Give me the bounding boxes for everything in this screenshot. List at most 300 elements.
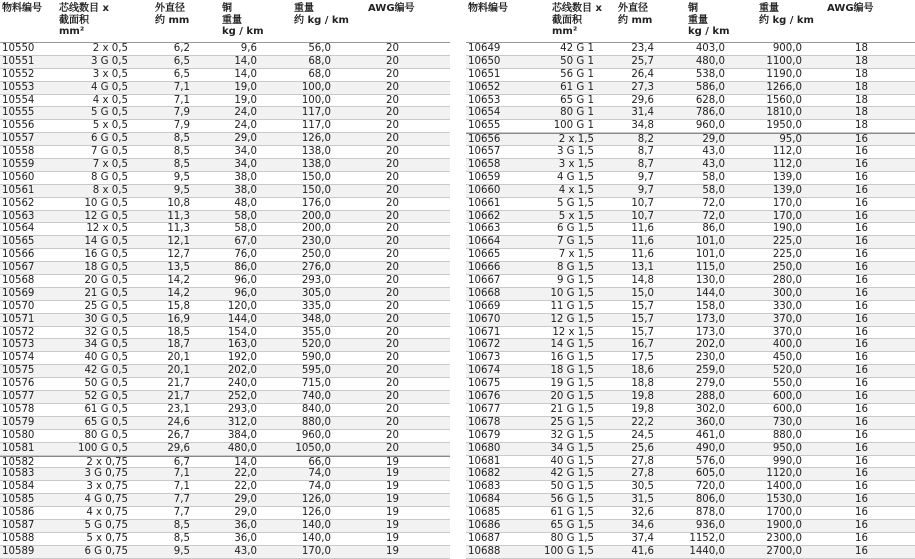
cell-id: 10551 [2, 55, 35, 67]
cell-conductors: 61 G 1,5 [550, 507, 594, 519]
cell-awg: 18 [855, 107, 868, 119]
cell-copper-weight: 29,0 [234, 494, 257, 506]
cell-copper-weight: 120,0 [227, 300, 257, 312]
cell-weight: 715,0 [301, 378, 331, 390]
cell-id: 10661 [468, 197, 501, 209]
cell-conductors: 14 G 0,5 [84, 236, 128, 248]
cell-weight: 2300,0 [766, 532, 802, 544]
cell-weight: 1530,0 [766, 494, 802, 506]
cell-id: 10669 [468, 300, 501, 312]
table-row [466, 301, 915, 314]
cell-outer-diameter: 14,8 [631, 275, 654, 287]
cell-awg: 16 [855, 507, 868, 519]
cell-id: 10556 [2, 120, 35, 132]
cell-copper-weight: 14,0 [234, 456, 257, 468]
cell-outer-diameter: 11,6 [631, 236, 654, 248]
cell-id: 10555 [2, 107, 35, 119]
table-row [466, 417, 915, 430]
cell-id: 10581 [2, 442, 35, 454]
cell-awg: 20 [386, 81, 399, 93]
cell-id: 10649 [468, 43, 501, 54]
cell-weight: 305,0 [301, 287, 331, 299]
cell-awg: 20 [386, 223, 399, 235]
cell-weight: 330,0 [772, 300, 802, 312]
cell-conductors: 4 x 1,5 [558, 184, 594, 196]
cell-conductors: 42 G 1 [560, 43, 594, 54]
cell-weight: 1190,0 [766, 68, 802, 80]
table-row [466, 262, 915, 275]
cell-copper-weight: 43,0 [702, 146, 725, 158]
cell-conductors: 61 G 0,5 [84, 403, 128, 415]
cell-conductors: 25 G 1,5 [550, 416, 594, 428]
cell-copper-weight: 490,0 [695, 442, 725, 454]
cell-awg: 20 [386, 339, 399, 351]
table-row [0, 56, 450, 69]
cell-weight: 335,0 [301, 300, 331, 312]
cell-weight: 140,0 [301, 532, 331, 544]
cell-weight: 68,0 [308, 68, 331, 80]
cell-copper-weight: 279,0 [695, 378, 725, 390]
cell-id: 10565 [2, 236, 35, 248]
cell-awg: 20 [386, 326, 399, 338]
cell-weight: 225,0 [772, 249, 802, 261]
cell-copper-weight: 480,0 [695, 55, 725, 67]
header-conductors: 芯线数目 x 截面积 mm² [59, 3, 109, 37]
cell-awg: 16 [855, 519, 868, 531]
cell-conductors: 7 x 0,5 [92, 159, 128, 171]
table-row [466, 339, 915, 352]
cell-awg: 16 [855, 287, 868, 299]
cell-id: 10668 [468, 287, 501, 299]
cell-awg: 20 [386, 275, 399, 287]
cell-conductors: 30 G 0,5 [84, 313, 128, 325]
cell-outer-diameter: 7,1 [173, 94, 190, 106]
cell-outer-diameter: 9,5 [173, 545, 190, 557]
cell-weight: 595,0 [301, 365, 331, 377]
cell-awg: 16 [855, 197, 868, 209]
cell-conductors: 10 G 1,5 [550, 287, 594, 299]
cell-id: 10686 [468, 519, 501, 531]
cell-conductors: 18 G 1,5 [550, 365, 594, 377]
cell-outer-diameter: 11,3 [167, 223, 190, 235]
cell-id: 10656 [468, 134, 501, 146]
cell-outer-diameter: 41,6 [631, 545, 654, 557]
cell-outer-diameter: 16,7 [631, 339, 654, 351]
cell-weight: 370,0 [772, 313, 802, 325]
cell-outer-diameter: 24,5 [631, 429, 654, 441]
cell-id: 10676 [468, 391, 501, 403]
cell-awg: 16 [855, 391, 868, 403]
cell-id: 10585 [2, 494, 35, 506]
cell-outer-diameter: 15,8 [167, 300, 190, 312]
cell-weight: 348,0 [301, 313, 331, 325]
cell-copper-weight: 461,0 [695, 429, 725, 441]
cell-awg: 19 [386, 532, 399, 544]
cell-outer-diameter: 29,6 [167, 442, 190, 454]
cell-weight: 66,0 [308, 456, 331, 468]
cell-outer-diameter: 6,5 [173, 55, 190, 67]
cell-weight: 250,0 [772, 262, 802, 274]
table-row [0, 494, 450, 507]
cell-conductors: 2 x 0,5 [92, 43, 128, 54]
cell-outer-diameter: 6,5 [173, 68, 190, 80]
table-row [466, 56, 915, 69]
table-row [0, 172, 450, 185]
cell-conductors: 14 G 1,5 [550, 339, 594, 351]
table-row [466, 533, 915, 546]
cell-copper-weight: 605,0 [695, 468, 725, 480]
table-row [466, 520, 915, 533]
cell-outer-diameter: 32,6 [631, 507, 654, 519]
cell-id: 10557 [2, 133, 35, 145]
cell-awg: 20 [386, 262, 399, 274]
table-row [466, 404, 915, 417]
cell-awg: 20 [386, 403, 399, 415]
cell-id: 10577 [2, 391, 35, 403]
cell-weight: 95,0 [779, 134, 802, 146]
cell-awg: 16 [855, 223, 868, 235]
table-body [0, 42, 450, 559]
cell-copper-weight: 36,0 [234, 532, 257, 544]
cell-conductors: 20 G 1,5 [550, 391, 594, 403]
table-row [0, 236, 450, 249]
cell-weight: 176,0 [301, 197, 331, 209]
cell-id: 10673 [468, 352, 501, 364]
cell-outer-diameter: 9,7 [637, 184, 654, 196]
cell-awg: 19 [386, 456, 399, 468]
cell-id: 10665 [468, 249, 501, 261]
cell-outer-diameter: 27,3 [631, 81, 654, 93]
cell-awg: 20 [386, 249, 399, 261]
cell-copper-weight: 259,0 [695, 365, 725, 377]
cell-outer-diameter: 27,8 [631, 455, 654, 467]
cell-outer-diameter: 13,5 [167, 262, 190, 274]
cell-conductors: 40 G 0,5 [84, 352, 128, 364]
header-awg: AWG编号 [827, 3, 874, 14]
cell-copper-weight: 576,0 [695, 455, 725, 467]
cell-awg: 20 [386, 365, 399, 377]
cell-conductors: 6 G 1,5 [556, 223, 594, 235]
cell-conductors: 65 G 0,5 [84, 416, 128, 428]
cell-outer-diameter: 19,8 [631, 391, 654, 403]
cell-id: 10663 [468, 223, 501, 235]
cell-id: 10683 [468, 481, 501, 493]
cell-outer-diameter: 23,1 [167, 403, 190, 415]
table-row [0, 43, 450, 56]
table-row [0, 133, 450, 146]
cell-awg: 20 [386, 120, 399, 132]
cell-awg: 16 [855, 365, 868, 377]
cell-copper-weight: 58,0 [234, 210, 257, 222]
cell-weight: 300,0 [772, 287, 802, 299]
cell-awg: 18 [855, 55, 868, 67]
cell-id: 10666 [468, 262, 501, 274]
cell-id: 10681 [468, 455, 501, 467]
cell-id: 10659 [468, 171, 501, 183]
cell-copper-weight: 130,0 [695, 275, 725, 287]
cell-conductors: 19 G 1,5 [550, 378, 594, 390]
cell-copper-weight: 38,0 [234, 171, 257, 183]
cell-conductors: 9 G 1,5 [556, 275, 594, 287]
cell-outer-diameter: 9,5 [173, 171, 190, 183]
cell-awg: 20 [386, 442, 399, 454]
cell-outer-diameter: 34,8 [631, 120, 654, 132]
cell-weight: 126,0 [301, 507, 331, 519]
cell-conductors: 8 G 1,5 [556, 262, 594, 274]
cell-outer-diameter: 20,1 [167, 352, 190, 364]
cell-id: 10671 [468, 326, 501, 338]
cell-copper-weight: 360,0 [695, 416, 725, 428]
cell-conductors: 50 G 0,5 [84, 378, 128, 390]
cell-outer-diameter: 22,2 [631, 416, 654, 428]
table-row [466, 107, 915, 120]
cell-awg: 20 [386, 197, 399, 209]
header-outer-diameter: 外直径 约 mm [618, 3, 653, 26]
cell-awg: 16 [855, 300, 868, 312]
cell-weight: 276,0 [301, 262, 331, 274]
cell-awg: 16 [855, 249, 868, 261]
cell-outer-diameter: 15,7 [631, 326, 654, 338]
cell-copper-weight: 29,0 [234, 133, 257, 145]
header-copper-weight: 铜 重量 kg / km [222, 3, 264, 37]
cell-conductors: 16 G 1,5 [550, 352, 594, 364]
table-row [466, 159, 915, 172]
cell-id: 10664 [468, 236, 501, 248]
cell-outer-diameter: 24,6 [167, 416, 190, 428]
cell-outer-diameter: 18,5 [167, 326, 190, 338]
cell-id: 10561 [2, 184, 35, 196]
cell-awg: 18 [855, 68, 868, 80]
cell-copper-weight: 144,0 [695, 287, 725, 299]
cell-copper-weight: 288,0 [695, 391, 725, 403]
cell-id: 10675 [468, 378, 501, 390]
cell-id: 10587 [2, 519, 35, 531]
header-awg: AWG编号 [368, 3, 415, 14]
cell-weight: 1900,0 [766, 519, 802, 531]
cell-weight: 1266,0 [766, 81, 802, 93]
cell-outer-diameter: 11,3 [167, 210, 190, 222]
cell-weight: 139,0 [772, 171, 802, 183]
cell-conductors: 4 x 0,5 [92, 94, 128, 106]
cell-id: 10685 [468, 507, 501, 519]
cell-awg: 20 [386, 94, 399, 106]
cell-conductors: 50 G 1 [560, 55, 594, 67]
cell-id: 10588 [2, 532, 35, 544]
cell-weight: 450,0 [772, 352, 802, 364]
cell-weight: 900,0 [772, 43, 802, 54]
cell-conductors: 80 G 1,5 [550, 532, 594, 544]
cell-weight: 880,0 [301, 416, 331, 428]
cell-copper-weight: 1440,0 [689, 545, 725, 557]
table-row [466, 236, 915, 249]
cell-id: 10554 [2, 94, 35, 106]
cell-outer-diameter: 12,1 [167, 236, 190, 248]
cell-conductors: 12 x 1,5 [552, 326, 594, 338]
cell-outer-diameter: 19,8 [631, 403, 654, 415]
cell-conductors: 34 G 0,5 [84, 339, 128, 351]
cell-conductors: 8 G 0,5 [90, 171, 128, 183]
cell-awg: 16 [855, 339, 868, 351]
cell-conductors: 80 G 1 [560, 107, 594, 119]
right-table [466, 0, 915, 559]
cell-copper-weight: 144,0 [227, 313, 257, 325]
cell-awg: 16 [855, 236, 868, 248]
table-row [466, 443, 915, 456]
cell-id: 10679 [468, 429, 501, 441]
cell-conductors: 3 G 1,5 [556, 146, 594, 158]
cell-id: 10578 [2, 403, 35, 415]
table-header [466, 0, 915, 42]
cell-weight: 126,0 [301, 494, 331, 506]
cell-weight: 100,0 [301, 81, 331, 93]
cell-outer-diameter: 7,1 [173, 481, 190, 493]
cell-conductors: 40 G 1,5 [550, 455, 594, 467]
header-outer-diameter: 外直径 约 mm [155, 3, 190, 26]
table-row [0, 120, 450, 133]
table-row [0, 275, 450, 288]
cell-awg: 18 [855, 43, 868, 54]
cell-awg: 20 [386, 171, 399, 183]
cell-conductors: 65 G 1 [560, 94, 594, 106]
cell-id: 10667 [468, 275, 501, 287]
cell-conductors: 7 G 1,5 [556, 236, 594, 248]
cell-outer-diameter: 8,2 [637, 134, 654, 146]
cell-copper-weight: 58,0 [702, 184, 725, 196]
cell-outer-diameter: 23,4 [631, 43, 654, 54]
cell-id: 10677 [468, 403, 501, 415]
cell-weight: 1400,0 [766, 481, 802, 493]
cell-copper-weight: 96,0 [234, 275, 257, 287]
cell-awg: 16 [855, 378, 868, 390]
cell-conductors: 56 G 1 [560, 68, 594, 80]
cell-id: 10572 [2, 326, 35, 338]
cell-awg: 20 [386, 287, 399, 299]
cell-conductors: 61 G 1 [560, 81, 594, 93]
cell-id: 10660 [468, 184, 501, 196]
cell-awg: 18 [855, 120, 868, 132]
cell-copper-weight: 293,0 [227, 403, 257, 415]
cell-conductors: 65 G 1,5 [550, 519, 594, 531]
cell-awg: 19 [386, 545, 399, 557]
table-row [0, 159, 450, 172]
cell-id: 10568 [2, 275, 35, 287]
cell-outer-diameter: 27,8 [631, 468, 654, 480]
table-row [466, 430, 915, 443]
cell-outer-diameter: 11,6 [631, 223, 654, 235]
cell-conductors: 4 x 0,75 [86, 507, 128, 519]
header-id: 物料编号 [468, 3, 508, 14]
cell-outer-diameter: 7,9 [173, 107, 190, 119]
cell-copper-weight: 34,0 [234, 159, 257, 171]
cell-outer-diameter: 8,5 [173, 532, 190, 544]
cell-weight: 150,0 [301, 184, 331, 196]
cell-id: 10560 [2, 171, 35, 183]
cell-weight: 1950,0 [766, 120, 802, 132]
cell-weight: 990,0 [772, 455, 802, 467]
cell-awg: 20 [386, 133, 399, 145]
table-row [0, 520, 450, 533]
cell-conductors: 2 x 1,5 [558, 134, 594, 146]
table-row [466, 211, 915, 224]
table-row [466, 146, 915, 159]
cell-outer-diameter: 7,9 [173, 120, 190, 132]
cell-copper-weight: 96,0 [234, 287, 257, 299]
table-row [466, 507, 915, 520]
cell-awg: 16 [855, 171, 868, 183]
cell-copper-weight: 1152,0 [689, 532, 725, 544]
cell-weight: 138,0 [301, 159, 331, 171]
cell-copper-weight: 302,0 [695, 403, 725, 415]
cell-copper-weight: 312,0 [227, 416, 257, 428]
cell-conductors: 20 G 0,5 [84, 275, 128, 287]
cell-conductors: 100 G 0,5 [77, 442, 128, 454]
cell-awg: 20 [386, 43, 399, 54]
cell-outer-diameter: 14,2 [167, 287, 190, 299]
cell-awg: 20 [386, 300, 399, 312]
cell-copper-weight: 202,0 [695, 339, 725, 351]
table-row [0, 468, 450, 481]
cell-copper-weight: 101,0 [695, 236, 725, 248]
header-id: 物料编号 [2, 3, 42, 14]
table-row [0, 314, 450, 327]
cell-awg: 16 [855, 545, 868, 557]
cell-conductors: 8 x 0,5 [92, 184, 128, 196]
cell-weight: 400,0 [772, 339, 802, 351]
cell-conductors: 12 x 0,5 [86, 223, 128, 235]
cell-copper-weight: 101,0 [695, 249, 725, 261]
table-row [466, 468, 915, 481]
cell-copper-weight: 86,0 [234, 262, 257, 274]
cell-outer-diameter: 9,7 [637, 171, 654, 183]
cell-awg: 16 [855, 481, 868, 493]
cell-outer-diameter: 34,6 [631, 519, 654, 531]
cell-weight: 840,0 [301, 403, 331, 415]
cell-copper-weight: 19,0 [234, 94, 257, 106]
header-weight: 重量 约 kg / km [294, 3, 349, 26]
cell-awg: 16 [855, 210, 868, 222]
cell-outer-diameter: 17,5 [631, 352, 654, 364]
cell-conductors: 50 G 1,5 [550, 481, 594, 493]
cell-id: 10584 [2, 481, 35, 493]
cell-weight: 140,0 [301, 519, 331, 531]
cell-id: 10552 [2, 68, 35, 80]
cell-copper-weight: 240,0 [227, 378, 257, 390]
cell-awg: 19 [386, 468, 399, 480]
cell-weight: 138,0 [301, 146, 331, 158]
cell-outer-diameter: 15,0 [631, 287, 654, 299]
cell-awg: 20 [386, 236, 399, 248]
cell-copper-weight: 67,0 [234, 236, 257, 248]
cell-outer-diameter: 25,7 [631, 55, 654, 67]
cell-copper-weight: 24,0 [234, 120, 257, 132]
cell-id: 10652 [468, 81, 501, 93]
cell-outer-diameter: 10,7 [631, 210, 654, 222]
cell-conductors: 4 G 1,5 [556, 171, 594, 183]
cell-weight: 370,0 [772, 326, 802, 338]
cell-awg: 16 [855, 262, 868, 274]
cell-outer-diameter: 18,7 [167, 339, 190, 351]
cell-copper-weight: 806,0 [695, 494, 725, 506]
cell-awg: 16 [855, 532, 868, 544]
cell-awg: 20 [386, 416, 399, 428]
table-row [466, 456, 915, 469]
table-row [0, 107, 450, 120]
cell-awg: 19 [386, 519, 399, 531]
table-row [0, 327, 450, 340]
cell-copper-weight: 252,0 [227, 391, 257, 403]
cell-weight: 293,0 [301, 275, 331, 287]
table-row [0, 456, 450, 469]
